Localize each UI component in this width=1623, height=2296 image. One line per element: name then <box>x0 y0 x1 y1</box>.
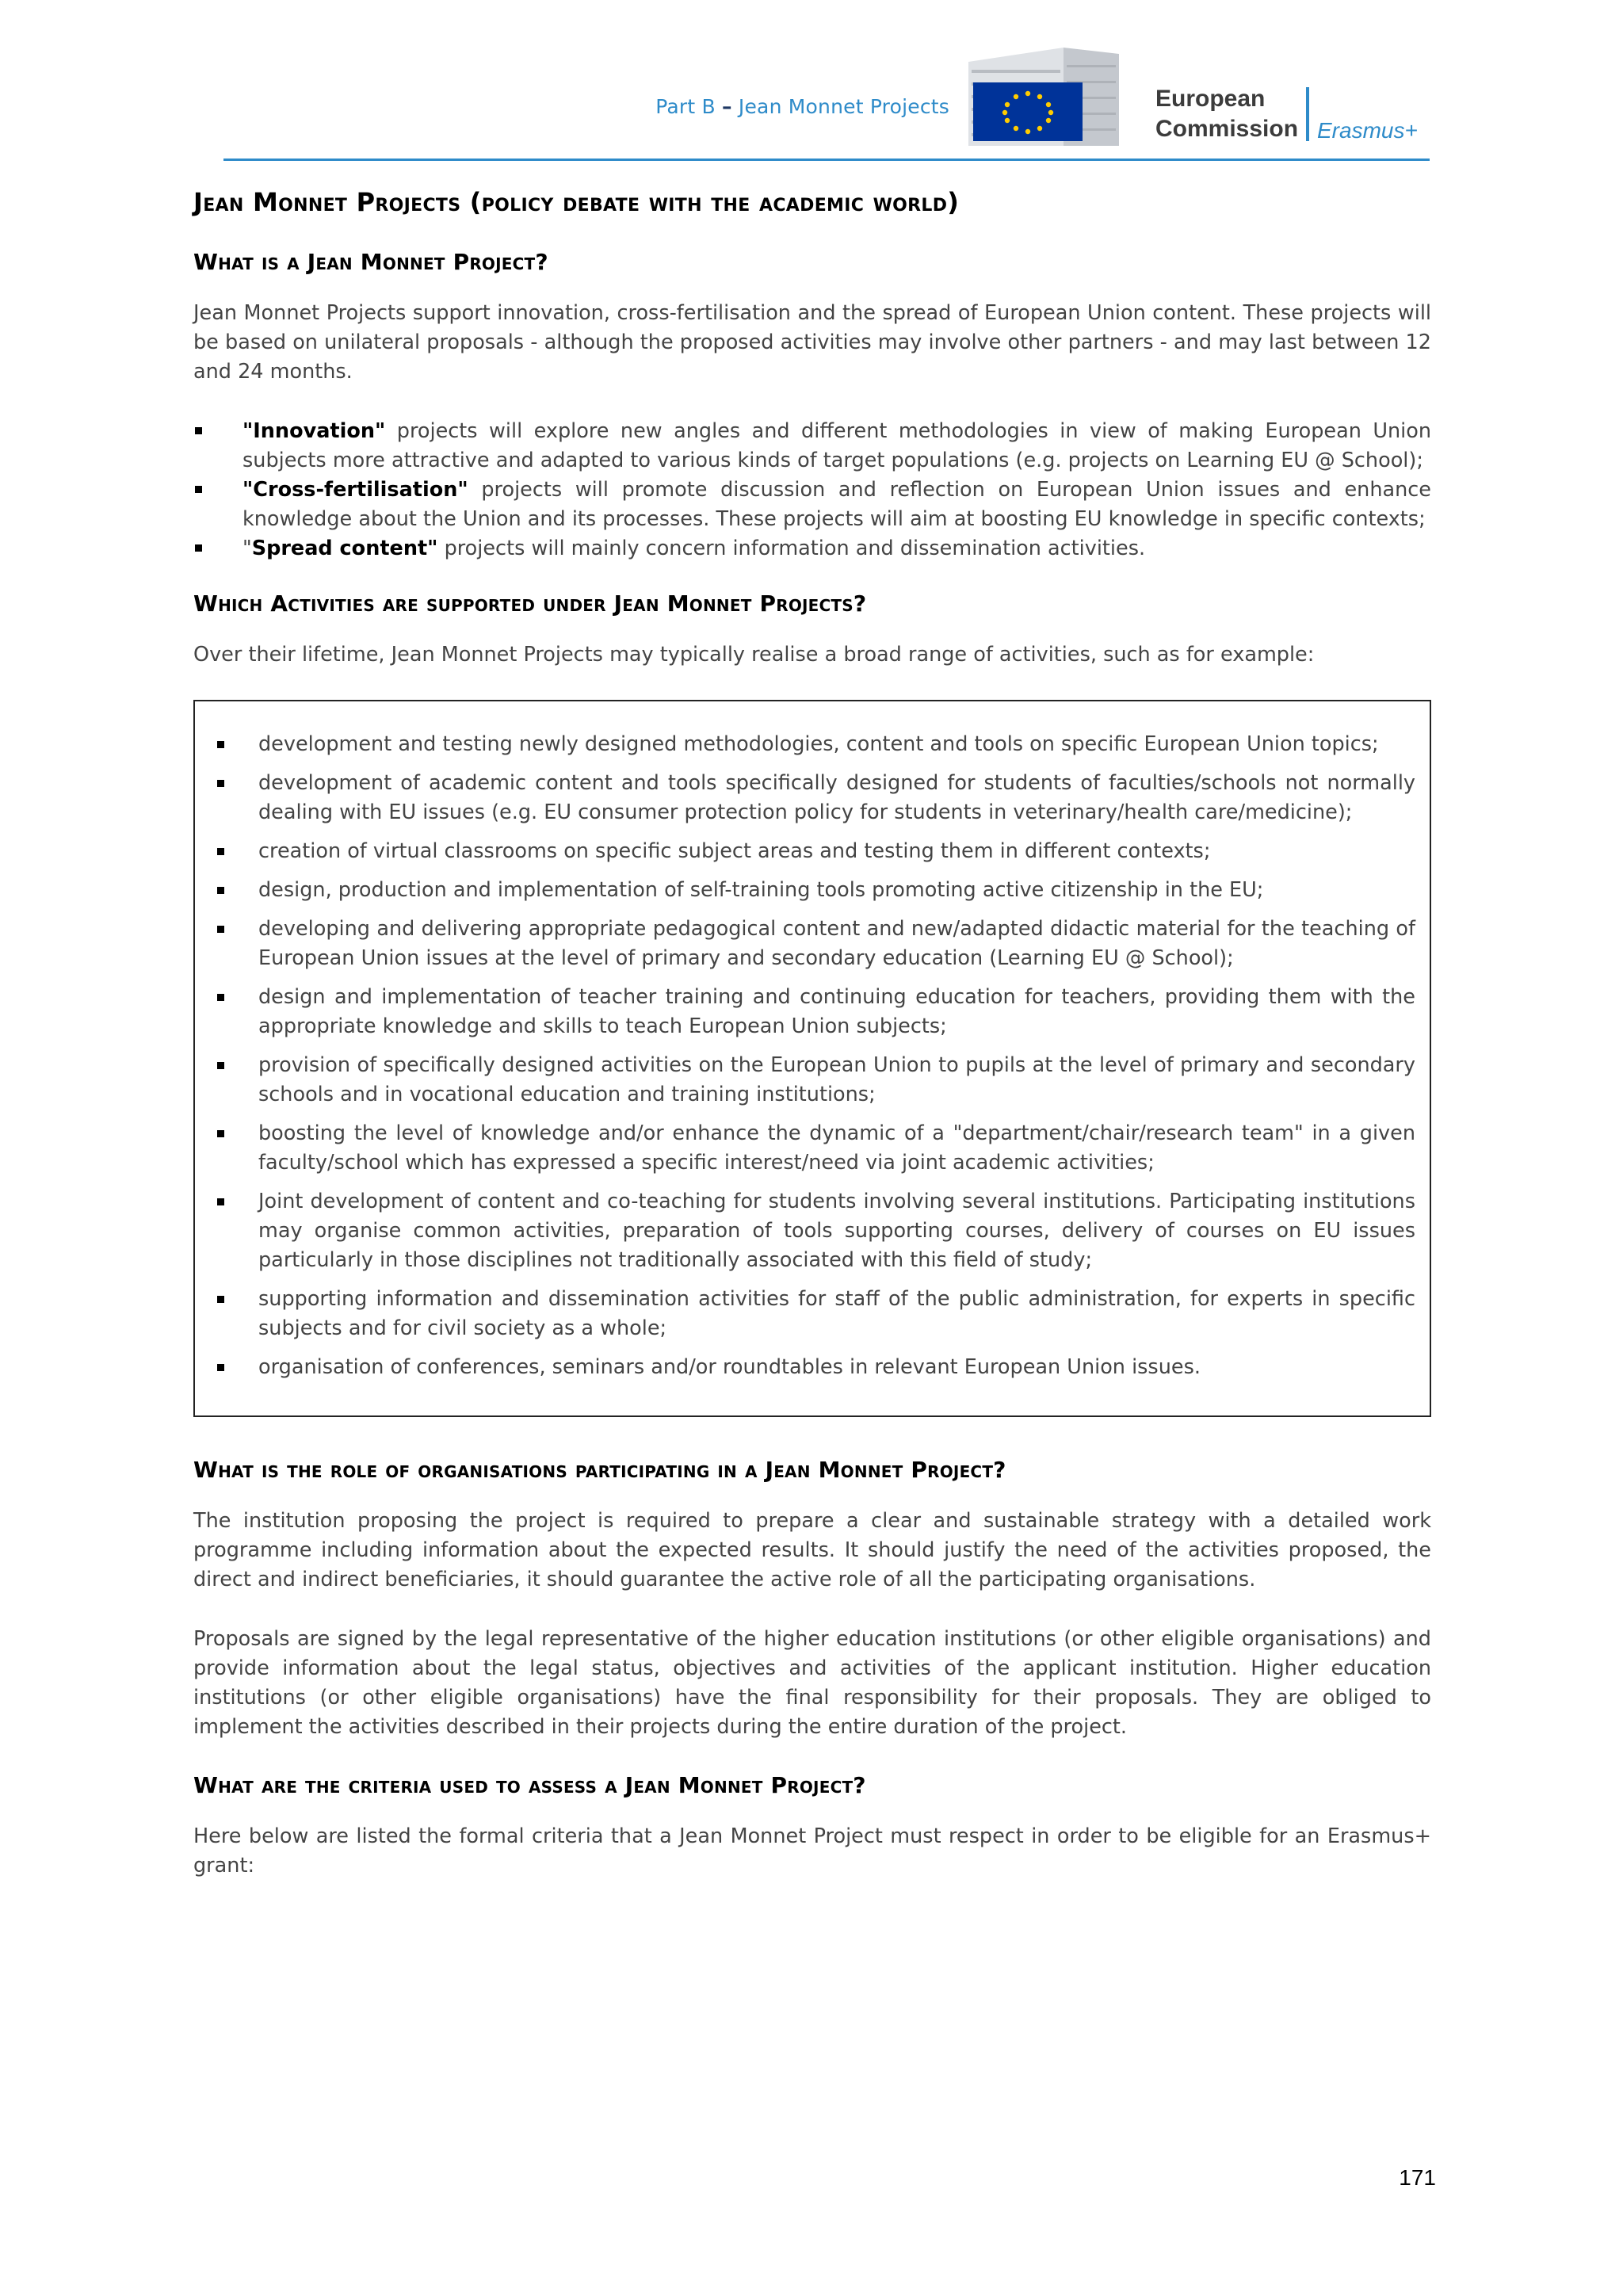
list-item: "Cross-fertilisation" projects will promote discussion and reflection on European Union issues and enhance knowledge about the Union and its processes. These projects will aim at boosting EU knowledge in specific contexts; <box>193 476 1431 534</box>
list-item: boosting the level of knowledge and/or enhance the dynamic of a "department/chair/research team" in a given faculty/school which has expressed a specific interest/need via joint academic activities; <box>209 1119 1415 1178</box>
logo-line1: European <box>1155 86 1266 112</box>
section-heading-activities: Which Activities are supported under Jean Monnet Projects? <box>193 590 867 617</box>
activities-intro: Over their lifetime, Jean Monnet Projects may typically realise a broad range of activities, such as for example: <box>193 643 1315 667</box>
bullet-square-icon <box>217 926 224 933</box>
eu-flag-icon <box>973 82 1083 141</box>
bullet-square-icon <box>217 1130 224 1137</box>
bullet-square-icon <box>217 741 224 748</box>
european-commission-erasmus-logo <box>968 46 1442 146</box>
bullet-square-icon <box>217 1198 224 1205</box>
section-heading-role: What is the role of organisations participating in a Jean Monnet Project? <box>193 1457 1006 1483</box>
list-item: creation of virtual classrooms on specific subject areas and testing them in different contexts; <box>209 837 1415 866</box>
page-title: Jean Monnet Projects (policy debate with the academic world) <box>193 187 960 217</box>
bullet-square-icon <box>217 780 224 787</box>
list-item: design and implementation of teacher training and continuing education for teachers, providing them with the appropriate knowledge and skills to teach European Union subjects; <box>209 983 1415 1041</box>
list-item: design, production and implementation of self-training tools promoting active citizenship in the EU; <box>209 876 1415 905</box>
list-item: development and testing newly designed methodologies, content and tools on specific European Union topics; <box>209 730 1415 759</box>
section-heading-criteria: What are the criteria used to assess a Jean Monnet Project? <box>193 1772 866 1798</box>
list-item: "Spread content" projects will mainly concern information and dissemination activities. <box>193 534 1431 563</box>
bullet-square-icon <box>217 887 224 894</box>
logo-brand: Erasmus+ <box>1317 118 1418 143</box>
list-item: "Innovation" projects will explore new angles and different methodologies in view of making European Union subjects more attractive and adapted to various kinds of target populations (e.g. projects on Learning EU @ School); <box>193 417 1431 476</box>
header-section: Jean Monnet Projects <box>738 95 949 118</box>
page-number: 171 <box>1399 2165 1436 2190</box>
header-dash: – <box>722 95 732 118</box>
bullet-square-icon <box>217 994 224 1001</box>
project-types-list <box>193 417 1431 563</box>
page-content <box>193 182 1431 1911</box>
running-header <box>655 95 949 118</box>
section-heading-what-is: What is a Jean Monnet Project? <box>193 249 548 275</box>
bullet-square-icon <box>217 1296 224 1303</box>
bullet-square-icon <box>217 1364 224 1371</box>
activities-box <box>193 700 1431 1417</box>
list-item: organisation of conferences, seminars and/or roundtables in relevant European Union issues. <box>209 1353 1415 1382</box>
list-item: developing and delivering appropriate pedagogical content and new/adapted didactic material for the teaching of European Union issues at the level of primary and secondary education (Learning EU @ School); <box>209 915 1415 973</box>
list-item: provision of specifically designed activities on the European Union to pupils at the level of primary and secondary schools and in vocational education and training institutions; <box>209 1051 1415 1110</box>
role-paragraph-1: The institution proposing the project is required to prepare a clear and sustainable strategy with a detailed work programme including information about the expected results. It should justify the need of the activities proposed, the direct and indirect beneficiaries, it should guarantee the active role of all the participating organisations. <box>193 1509 1431 1591</box>
activities-list <box>209 730 1415 1382</box>
bullet-square-icon <box>195 486 202 493</box>
criteria-paragraph: Here below are listed the formal criteria that a Jean Monnet Project must respect in order to be eligible for an Erasmus+ grant: <box>193 1824 1431 1878</box>
logo-line2: Commission <box>1155 116 1299 142</box>
bullet-square-icon <box>217 848 224 855</box>
list-item: supporting information and dissemination activities for staff of the public administration, for experts in specific subjects and for civil society as a whole; <box>209 1285 1415 1343</box>
intro-paragraph: Jean Monnet Projects support innovation, cross-fertilisation and the spread of European Union content. These projects will be based on unilateral proposals - although the proposed activities may involve other partners - and may last between 12 and 24 months. <box>193 301 1431 384</box>
list-item: Joint development of content and co-teaching for students involving several institutions. Participating institutions may organise common activities, preparation of tools supporting courses, delivery of courses on EU issues particularly in those disciplines not traditionally associated with this field of study; <box>209 1187 1415 1275</box>
list-item: development of academic content and tools specifically designed for students of faculties/schools not normally dealing with EU issues (e.g. EU consumer protection policy for students in veterinary/health care/medicine); <box>209 769 1415 827</box>
bullet-square-icon <box>217 1062 224 1069</box>
role-paragraph-2: Proposals are signed by the legal representative of the higher education institutions (or other eligible organisations) and provide information about the legal status, objectives and activities of the applicant institution. Higher education institutions (or other eligible organisations) have the final responsibility for their proposals. They are obliged to implement the activities described in their projects during the entire duration of the project. <box>193 1627 1431 1739</box>
bullet-square-icon <box>195 544 202 552</box>
bullet-square-icon <box>195 427 202 434</box>
header-divider <box>223 159 1430 161</box>
header-part: Part B <box>655 95 716 118</box>
